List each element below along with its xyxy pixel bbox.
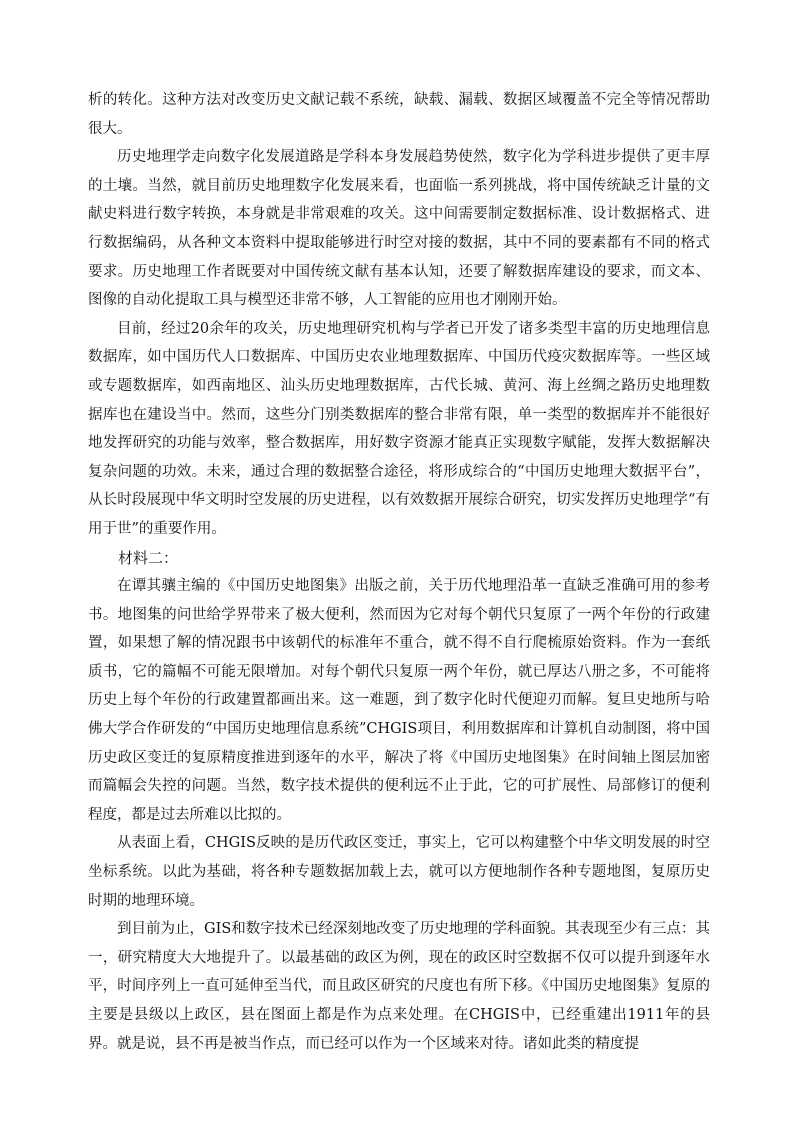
body-paragraph-digitization-challenges: 历史地理学走向数字化发展道路是学科本身发展趋势使然，数字化为学科进步提供了更丰厚的土壤。当然，就目前历史地理数字化发展来看，也面临一系列挑战，将中国传统缺乏计量的文献史料进行数字转换，本身就是非常艰难的攻关。这中间需要制定数据标准、设计数据格式、进行数据编码，从各种文本资料中提取能够进行时空对接的数据，其中不同的要素都有不同的格式要求。历史地理工作者既要对中国传统文献有基本认知，还要了解数据库建设的要求，而文本、图像的自动化提取工具与模型还非常不够，人工智能的应用也才刚刚开始。 [88,149,710,309]
document-page [88,86,710,1058]
continuation-paragraph: 析的转化。这种方法对改变历史文献记载不系统，缺载、漏载、数据区域覆盖不完全等情况帮助很大。 [88,92,710,137]
body-paragraph-chgis-coordinates: 从表面上看，CHGIS反映的是历代政区变迁，事实上，它可以构建整个中华文明发展的时空坐标系统。以此为基础，将各种专题数据加载上去，就可以方便地制作各种专题地图，复原历史时期的地理环境。 [88,835,710,909]
body-paragraph-historical-atlas: 在谭其骧主编的《中国历史地图集》出版之前，关于历代地理沿革一直缺乏准确可用的参考书。地图集的问世给学界带来了极大便利，然而因为它对每个朝代只复原了一两个年份的行政建置，如果想了解的情况跟书中该朝代的标准年不重合，就不得不自行爬梳原始资料。作为一套纸质书，它的篇幅不可能无限增加。对每个朝代只复原一两个年份，就已厚达八册之多，不可能将历史上每个年份的行政建置都画出来。这一难题，到了数字化时代便迎刃而解。复旦史地所与哈佛大学合作研发的“中国历史地理信息系统”CHGIS项目，利用数据库和计算机自动制图，将中国历史政区变迁的复原精度推进到逐年的水平，解决了将《中国历史地图集》在时间轴上图层加密而篇幅会失控的问题。当然，数字技术提供的便利远不止于此，它的可扩展性、局部修订的便利程度，都是过去所难以比拟的。 [88,578,710,823]
section-heading-material-two: 材料二： [118,548,179,567]
body-paragraph-gis-impact: 到目前为止，GIS和数字技术已经深刻地改变了历史地理的学科面貌。其表现至少有三点：其一，研究精度大大地提升了。以最基础的政区为例，现在的政区时空数据不仅可以提升到逐年水平，时间序列上一直可延伸至当代，而且政区研究的尺度也有所下移。《中国历史地图集》复原的主要是县级以上政区，县在图面上都是作为点来处理。在CHGIS中，已经重建出1911年的县界。就是说，县不再是被当作点，而已经可以作为一个区域来对待。诸如此类的精度提 [88,921,710,1052]
body-paragraph-databases: 目前，经过20余年的攻关，历史地理研究机构与学者已开发了诸多类型丰富的历史地理信息数据库，如中国历代人口数据库、中国历史农业地理数据库、中国历代疫灾数据库等。一些区域或专题数据库，如西南地区、汕头历史地理数据库，古代长城、黄河、海上丝绸之路历史地理数据库也在建设当中。然而，这些分门别类数据库的整合非常有限，单一类型的数据库并不能很好地发挥研究的功能与效率，整合数据库，用好数字资源才能真正实现数字赋能，发挥大数据解决复杂问题的功效。未来，通过合理的数据整合途径，将形成综合的“中国历史地理大数据平台”，从长时段展现中华文明时空发展的历史进程，以有效数据开展综合研究，切实发挥历史地理学“有用于世”的重要作用。 [88,320,710,537]
